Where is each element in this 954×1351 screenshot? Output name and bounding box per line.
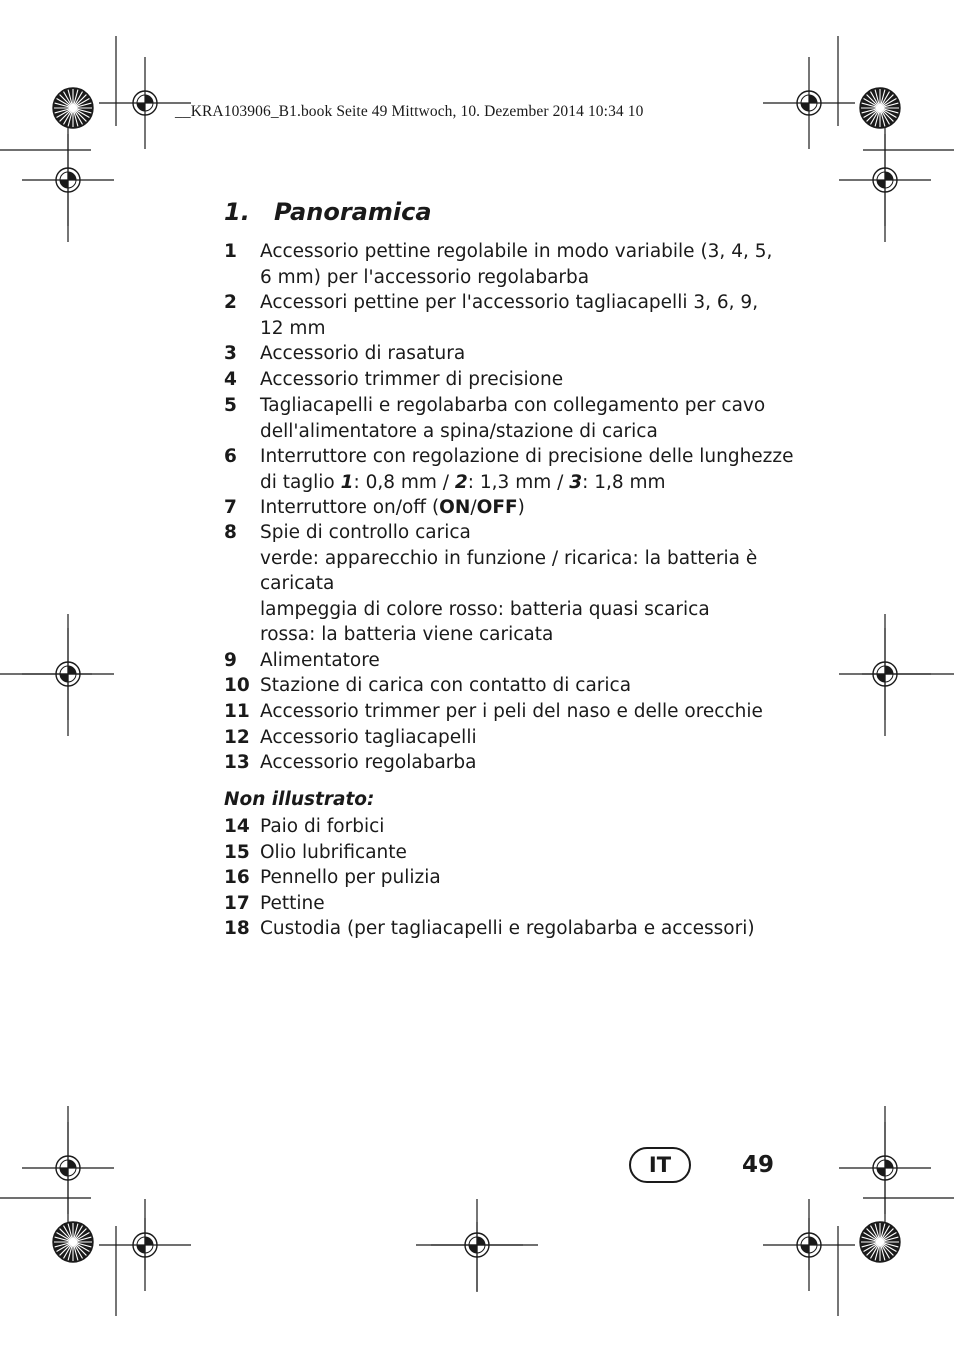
item-text: Accessorio tagliacapelli (260, 727, 477, 748)
item-text: Spie di controllo carica (260, 522, 471, 543)
item-number: 7 (224, 497, 237, 518)
separator: / (470, 497, 477, 518)
item-number: 8 (224, 522, 237, 543)
item-number: 15 (224, 842, 250, 863)
item-text: verde: apparecchio in funzione / ricarica: la batteria è (260, 547, 758, 569)
setting-2-value: : 1,3 mm / (467, 471, 570, 493)
item-text: Custodia (per tagliacapelli e regolabarba e accessori) (260, 918, 755, 939)
item-text: Alimentatore (260, 650, 380, 671)
item-number: 9 (224, 650, 237, 671)
item-number: 17 (224, 893, 250, 914)
item-text: Accessorio di rasatura (260, 343, 466, 364)
on-label: ON (439, 497, 471, 518)
item-text: Tagliacapelli e regolabarba con collegamento per cavo (260, 395, 766, 416)
item-text: dell'alimentatore a spina/stazione di carica (260, 420, 658, 442)
item-text: rossa: la batteria viene caricata (260, 624, 554, 646)
item-text: 6 mm) per l'accessorio regolabarba (260, 266, 590, 288)
setting-3-label: 3 (569, 471, 583, 493)
section-title: Panoramica (274, 198, 432, 226)
setting-3-value: : 1,8 mm (582, 471, 666, 493)
item-text-cut-lengths (260, 470, 793, 496)
section-heading (224, 198, 432, 226)
not-shown-heading: Non illustrato: (224, 789, 375, 810)
item-text: caricata (260, 573, 335, 595)
item-text: lampeggia di colore rosso: batteria quasi scarica (260, 598, 710, 620)
item-text: Accessorio trimmer per i peli del naso e delle orecchie (260, 701, 763, 722)
item-text: Pettine (260, 893, 325, 914)
item-text: 12 mm (260, 317, 326, 339)
item-text: Accessorio trimmer di precisione (260, 369, 564, 390)
item-number: 6 (224, 446, 237, 467)
item-text: Accessori pettine per l'accessorio tagliacapelli 3, 6, 9, (260, 292, 759, 313)
item-number: 5 (224, 395, 237, 416)
item-number: 14 (224, 816, 250, 837)
item-text: Accessorio regolabarba (260, 752, 477, 773)
print-header: __KRA103906_B1.book Seite 49 Mittwoch, 10. Dezember 2014 10:34 10 (175, 103, 644, 120)
item-number: 13 (224, 752, 250, 773)
item-text: Accessorio pettine regolabile in modo variabile (3, 4, 5, (260, 241, 773, 262)
item-number: 12 (224, 727, 250, 748)
item-number: 10 (224, 675, 250, 696)
item-text: di taglio (260, 471, 341, 493)
item-text: Interruttore on/off ( (260, 497, 440, 518)
setting-2-label: 2 (454, 471, 468, 493)
item-text: Paio di forbici (260, 816, 385, 837)
item-number: 2 (224, 292, 237, 313)
item-number: 4 (224, 369, 237, 390)
language-badge: IT (629, 1147, 691, 1183)
off-label: OFF (476, 497, 518, 518)
item-text: Olio lubrificante (260, 842, 407, 863)
item-text-switch (260, 495, 525, 521)
item-text: Pennello per pulizia (260, 867, 441, 888)
setting-1-value: : 0,8 mm / (353, 471, 455, 493)
item-text: ) (517, 497, 525, 518)
item-number: 16 (224, 867, 250, 888)
item-text: Interruttore con regolazione di precisione delle lunghezze (260, 446, 794, 467)
item-number: 3 (224, 343, 237, 364)
page-number: 49 (742, 1152, 775, 1178)
item-number: 1 (224, 241, 237, 262)
item-number: 18 (224, 918, 250, 939)
section-number: 1. (224, 198, 250, 226)
setting-1-label: 1 (340, 471, 354, 493)
item-number: 11 (224, 701, 250, 722)
item-text: Stazione di carica con contatto di carica (260, 675, 632, 696)
